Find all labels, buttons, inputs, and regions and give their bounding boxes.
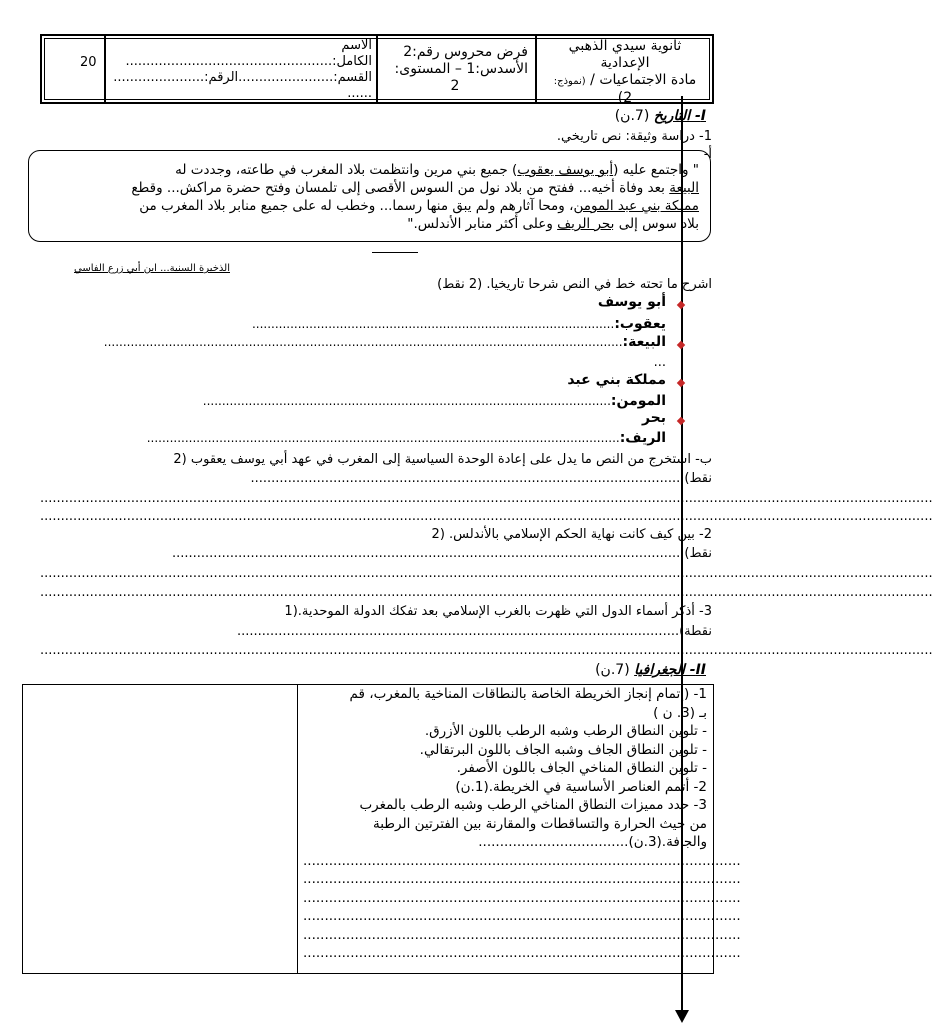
name-label: الاسم [341,38,372,53]
geo-answer-line[interactable]: ...................................................................................................... [303,871,741,887]
geo-line: من حيث الحرارة والتساقطات والمقارنة بين الفترتين الرطبة [373,815,707,832]
question-b-answer[interactable]: نقط)......................................................................................................... [250,471,712,486]
quote-line: البيعة بعد وفاة أخيه... ففتح من بلاد نول من السوس الأقصى إلى تلمسان وفتح حضرة مراكش... وقطع [131,180,699,196]
header-divider [104,36,106,102]
question-2: 2- بين كيف كانت نهاية الحكم الإسلامي بالأندلس. (2 [431,527,712,542]
geo-line: 3- حدد مميزات النطاق المناخي الرطب وشبه الرطب بالمغرب [359,797,707,813]
answer-line[interactable]: ........................................................................................................................................................................................................................ [40,509,933,524]
term-abu-yusuf: أبو يوسف [597,294,666,310]
question-b: ب- استخرج من النص ما يدل على إعادة الوحدة السياسية إلى المغرب في عهد أبي يوسف يعقوب (2 [173,452,712,467]
subject: مادة الاجتماعيات [599,72,697,88]
term-baya-line: البيعة:........................................................................................................................................ [103,334,666,350]
geography-table [22,684,741,974]
geo-line: بـ (3. ن ) [653,704,707,721]
term-mamlaka: مملكة بني عبد [567,372,666,388]
bullet-diamond-icon [677,417,685,425]
q-a-label: أ- [703,147,712,162]
subject-line [540,72,710,90]
geo-line: - تلوين النطاق المناخي الجاف باللون الأصفر. [456,760,707,776]
geo-answer-line[interactable]: ...................................................................................................... [303,908,741,924]
semester-level: الأسدس:1 – المستوى: [394,61,528,77]
geo-line: 2- أتمم العناصر الأساسية في الخريطة.(1.ن) [455,778,707,795]
geo-line: 1- (إتمام إنجاز الخريطة الخاصة بالنطاقات المناخية بالمغرب، قم [349,686,707,702]
geography-points: (7.ن) [595,662,630,678]
school-level: الإعدادية [600,55,650,71]
header-divider [535,36,537,102]
geography-questions [303,685,741,963]
school-info [540,38,710,107]
geo-answer-line[interactable]: ...................................................................................................... [303,945,741,961]
history-section-title [470,108,706,125]
model-label: (نموذج: [553,76,586,87]
score: 20 [80,55,97,70]
model-number: 2) [617,90,633,106]
answer-line[interactable]: ........................................................................................................................................................................................................................ [40,491,933,506]
geo-answer-line[interactable]: ...................................................................................................... [303,926,741,943]
answer-line[interactable]: ........................................................................................................................................................................................................................ [40,585,933,600]
history-points: (7.ن) [614,108,650,124]
term-bahr-line: الريف:............................................................................................................................ [146,430,666,446]
header-table [40,34,714,104]
geo-answer-line[interactable]: ...................................................................................................... [303,889,741,906]
level-number: 2 [450,78,460,94]
student-info [110,38,372,102]
answer-line[interactable]: ........................................................................................................................................................................................................................ [40,643,933,658]
header-divider [376,36,378,102]
geo-line: والجافة.(3.ن)................................... [478,834,707,850]
answer-dots[interactable]: ........................................................................................................... [202,394,611,408]
dots-end: ...... [347,86,372,101]
exam-title: فرض محروس رقم:2 [403,44,528,60]
answer-dots[interactable]: ............................................................................................................................ [146,431,620,445]
bullet-diamond-icon [677,379,685,387]
answer-line[interactable]: ........................................................................................................................................................................................................................ [40,566,933,581]
term-mamlaka-line: المومن:........................................................................................................... [202,393,666,409]
question-3-answer[interactable]: نقطة)........................................................................................................... [236,624,712,639]
term-abu-yusuf-line: يعقوب:............................................................................................... [251,316,666,332]
question-3: 3- أذكر أسماء الدول التي ظهرت بالغرب الإسلامي بعد تفكك الدولة الموحدية.(1 [284,604,712,619]
geo-answer-line[interactable]: ...................................................................................................... [303,852,741,869]
quote-line: " واجتمع عليه (أبو يوسف يعقوب) جميع بني مرين وانتظمت بلاد المغرب في طاعته، وجددت له [175,162,699,178]
quote-line: مملكة بني عبد المومن، ومحا آثارهم ولم يبق منها رسما... وخطب له على جميع منابر بلاد المغرب من [139,198,699,214]
term-baya-dots2: ... [653,355,666,370]
question-2-answer[interactable]: نقط)............................................................................................................................ [171,546,712,561]
term-bahr: بحر [641,410,666,426]
answer-dots[interactable]: ........................................................................................................................................ [103,335,623,349]
geo-line: - تلوين النطاق الجاف وشبه الجاف باللون البرتقالي. [419,741,707,758]
quote-line: بلاد سوس إلى بحر الريف وعلى أكثر منابر الأندلس." [407,216,699,232]
geography-title: II- الجغرافيا [634,662,706,678]
fullname-field[interactable]: الكامل:.................................................. [125,54,372,69]
geo-line: - تلوين النطاق الرطب وشبه الرطب باللون الأزرق. [424,723,707,739]
quote-box [28,150,711,242]
bullet-diamond-icon [677,301,685,309]
slash: / [590,72,595,88]
class-number-field[interactable]: القسم:.......................الرقم:...................... [113,70,372,85]
school-name: ثانوية سيدي الذهبي [568,38,682,54]
history-title: I- التاريخ [653,108,706,124]
q1-title: 1- دراسة وثيقة: نص تاريخي. [556,129,712,144]
answer-dots[interactable]: ............................................................................................... [251,317,615,331]
separator-line [372,252,418,253]
geography-section-title [470,662,706,679]
exam-info [382,44,528,95]
quote-text [43,161,699,233]
arrow-down-icon [674,1010,690,1024]
table-divider [297,685,298,973]
source-citation: الذخيرة السنية... ابن أبي زرع الفاسي [74,263,230,274]
explain-instruction: اشرح ما تحته خط في النص شرحا تاريخيا. (2 نقط) [437,277,712,292]
bullet-diamond-icon [677,341,685,349]
map-area[interactable] [23,685,296,973]
